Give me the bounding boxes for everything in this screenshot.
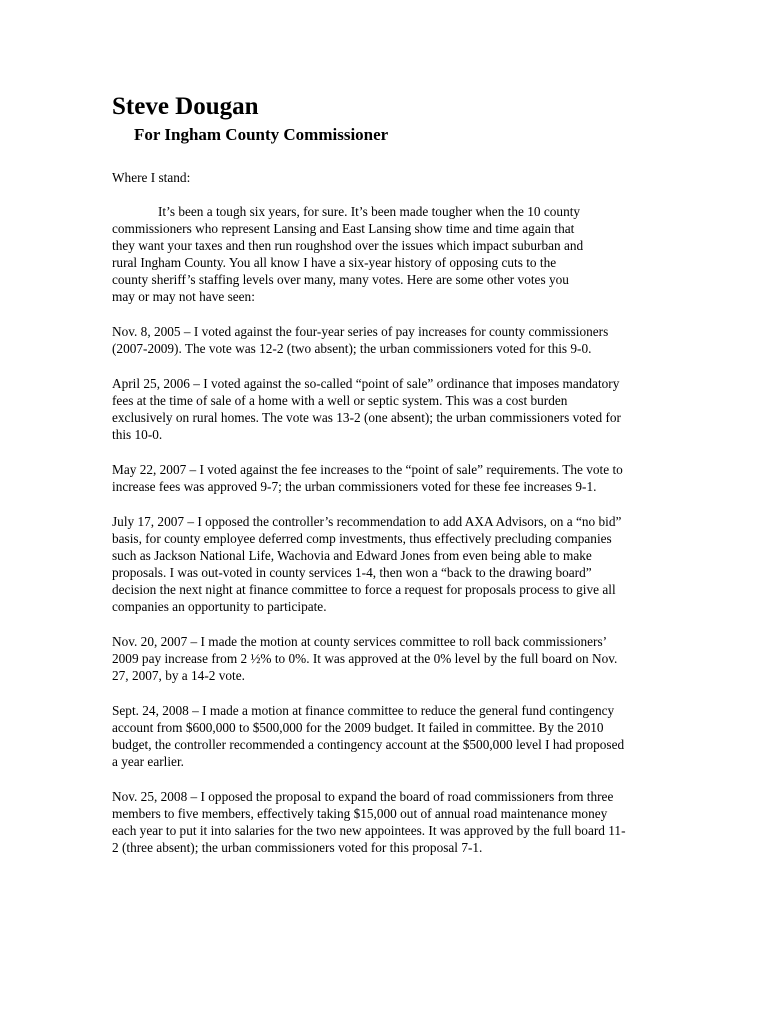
- text-line: 27, 2007, by a 14-2 vote.: [112, 668, 245, 683]
- text-line: April 25, 2006 – I voted against the so-called “point of sale” ordinance that imposes mandatory: [112, 376, 620, 391]
- text-line: fees at the time of sale of a home with a well or septic system. This was a cost burden: [112, 393, 568, 408]
- section-heading: Where I stand:: [112, 170, 191, 185]
- text-line: 2009 pay increase from 2 ½% to 0%. It was approved at the 0% level by the full board on Nov.: [112, 651, 618, 666]
- text-line: budget, the controller recommended a contingency account at the $500,000 level I had proposed: [112, 737, 625, 752]
- text-line: Sept. 24, 2008 – I made a motion at finance committee to reduce the general fund contingency: [112, 703, 615, 718]
- text-line: this 10-0.: [112, 427, 163, 442]
- document-body: [112, 169, 692, 874]
- text-line: members to five members, effectively taking $15,000 out of annual road maintenance money: [112, 806, 608, 821]
- text-line: a year earlier.: [112, 754, 184, 769]
- vote-entry: [112, 633, 692, 684]
- vote-entry: [112, 702, 692, 770]
- text-line: basis, for county employee deferred comp investments, thus effectively precluding companies: [112, 531, 612, 546]
- text-line: may or may not have seen:: [112, 289, 255, 304]
- vote-entry: [112, 788, 692, 856]
- vote-entry: [112, 513, 692, 615]
- text-line: exclusively on rural homes. The vote was 13-2 (one absent); the urban commissioners voted for: [112, 410, 621, 425]
- text-line: May 22, 2007 – I voted against the fee increases to the “point of sale” requirements. The vote to: [112, 462, 623, 477]
- text-line: 2 (three absent); the urban commissioners voted for this proposal 7-1.: [112, 840, 483, 855]
- document-subtitle: For Ingham County Commissioner: [134, 125, 389, 144]
- text-line: It’s been a tough six years, for sure. It’s been made tougher when the 10 county: [158, 204, 581, 219]
- text-line: increase fees was approved 9-7; the urban commissioners voted for these fee increases 9-1.: [112, 479, 597, 494]
- text-line: commissioners who represent Lansing and East Lansing show time and time again that: [112, 221, 575, 236]
- text-line: proposals. I was out-voted in county services 1-4, then won a “back to the drawing board”: [112, 565, 592, 580]
- text-line: rural Ingham County. You all know I have a six-year history of opposing cuts to the: [112, 255, 557, 270]
- text-line: Nov. 20, 2007 – I made the motion at county services committee to roll back commissioners’: [112, 634, 608, 649]
- text-line: county sheriff’s staffing levels over many, many votes. Here are some other votes you: [112, 272, 569, 287]
- text-line: account from $600,000 to $500,000 for the 2009 budget. It failed in committee. By the 2010: [112, 720, 604, 735]
- text-line: July 17, 2007 – I opposed the controller’s recommendation to add AXA Advisors, on a “no bid”: [112, 514, 622, 529]
- text-line: (2007-2009). The vote was 12-2 (two absent); the urban commissioners voted for this 9-0.: [112, 341, 592, 356]
- text-line: decision the next night at finance committee to force a request for proposals process to give all: [112, 582, 616, 597]
- intro-paragraph: [112, 203, 692, 305]
- vote-entry: [112, 461, 692, 495]
- vote-entry: [112, 375, 692, 443]
- text-line: Nov. 8, 2005 – I voted against the four-year series of pay increases for county commissioners: [112, 324, 609, 339]
- text-line: they want your taxes and then run roughshod over the issues which impact suburban and: [112, 238, 584, 253]
- vote-entry: [112, 323, 692, 357]
- text-line: such as Jackson National Life, Wachovia and Edward Jones from even being able to make: [112, 548, 592, 563]
- text-line: each year to put it into salaries for the two new appointees. It was approved by the full board 11-: [112, 823, 626, 838]
- document-title: Steve Dougan: [112, 93, 259, 120]
- text-line: Nov. 25, 2008 – I opposed the proposal to expand the board of road commissioners from three: [112, 789, 614, 804]
- text-line: companies an opportunity to participate.: [112, 599, 327, 614]
